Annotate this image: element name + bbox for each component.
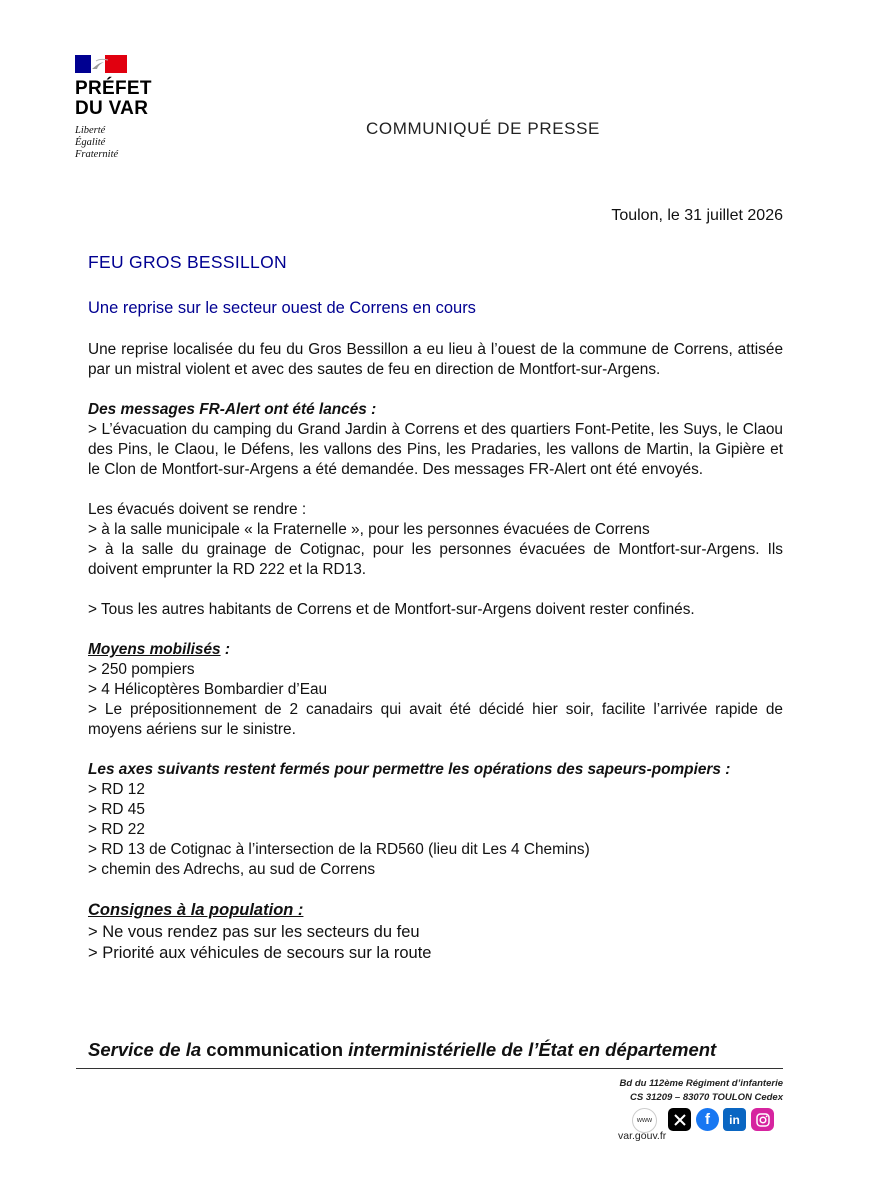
instruction-item: > Priorité aux véhicules de secours sur la route	[88, 944, 432, 962]
motto-liberte: Liberté	[75, 125, 106, 136]
instagram-icon[interactable]	[751, 1108, 774, 1131]
instructions-heading: Consignes à la population :	[88, 901, 304, 919]
footer-service-title: Service de la communication interministérielle de l’État en département	[88, 1039, 717, 1060]
authority-line-1: PRÉFET	[75, 78, 152, 99]
www-icon[interactable]: www	[632, 1108, 657, 1133]
press-release-body	[88, 340, 783, 965]
means-heading-colon: :	[220, 641, 230, 658]
motto-fraternite: Fraternité	[75, 149, 119, 160]
motto-egalite: Égalité	[75, 137, 106, 148]
closures-heading: Les axes suivants restent fermés pour permettre les opérations des sapeurs-pompiers :	[88, 761, 731, 778]
marianne-flag-icon	[75, 55, 127, 73]
closure-item: > RD 13 de Cotignac à l’intersection de la RD560 (lieu dit Les 4 Chemins)	[88, 841, 590, 858]
means-heading: Moyens mobilisés	[88, 641, 221, 658]
linkedin-icon[interactable]: in	[723, 1108, 746, 1131]
closure-item: > RD 12	[88, 781, 145, 798]
prefecture-logo	[75, 55, 185, 161]
instruction-item: > Ne vous rendez pas sur les secteurs du feu	[88, 922, 420, 941]
document-type: COMMUNIQUÉ DE PRESSE	[366, 119, 600, 138]
footer-address	[620, 1077, 783, 1105]
facebook-icon[interactable]: f	[696, 1108, 719, 1131]
closure-item: > RD 45	[88, 801, 145, 818]
closure-item: > chemin des Adrechs, au sud de Correns	[88, 861, 376, 878]
fr-alert-text: > L’évacuation du camping du Grand Jardin à Correns et des quartiers Font-Petite, les Suys, le Claou des Pins, le Claou, le Défens, les vallons des Pins, les Pradaries, les vallons de Martin, la Gipière et le Clon de Montfort-sur-Argens a été demandée. Des messages FR-Alert ont été envoyés.	[88, 421, 783, 478]
evacuation-item: > à la salle du grainage de Cotignac, pour les personnes évacuées de Montfort-sur-Argens. Ils doivent emprunter la RD 222 et la RD13.	[88, 541, 783, 578]
dateline: Toulon, le 31 juillet 2026	[611, 207, 783, 224]
page-subtitle: Une reprise sur le secteur ouest de Correns en cours	[88, 299, 476, 317]
address-line: CS 31209 – 83070 TOULON Cedex	[630, 1092, 783, 1103]
means-item: > Le prépositionnement de 2 canadairs qui avait été décidé hier soir, facilite l’arrivée rapide de moyens aériens sur le sinistre.	[88, 701, 783, 738]
website-link[interactable]: var.gouv.fr	[618, 1130, 667, 1142]
authority-line-2: DU VAR	[75, 98, 149, 119]
confinement-notice: > Tous les autres habitants de Correns et de Montfort-sur-Argens doivent rester confinés.	[88, 601, 695, 618]
fr-alert-heading: Des messages FR-Alert ont été lancés :	[88, 401, 377, 418]
address-line: Bd du 112ème Régiment d’infanterie	[619, 1078, 783, 1089]
page-title: FEU GROS BESSILLON	[88, 252, 287, 272]
evacuation-item: > à la salle municipale « la Fraternelle », pour les personnes évacuées de Correns	[88, 521, 650, 538]
closure-item: > RD 22	[88, 821, 145, 838]
intro-paragraph: Une reprise localisée du feu du Gros Bessillon a eu lieu à l’ouest de la commune de Correns, attisée par un mistral violent et avec des sautes de feu en direction de Montfort-sur-Argens.	[88, 341, 783, 378]
x-icon[interactable]	[668, 1108, 691, 1131]
means-item: > 4 Hélicoptères Bombardier d’Eau	[88, 681, 328, 698]
means-item: > 250 pompiers	[88, 661, 195, 678]
evacuation-intro: Les évacués doivent se rendre :	[88, 501, 307, 518]
footer-divider	[76, 1068, 783, 1069]
